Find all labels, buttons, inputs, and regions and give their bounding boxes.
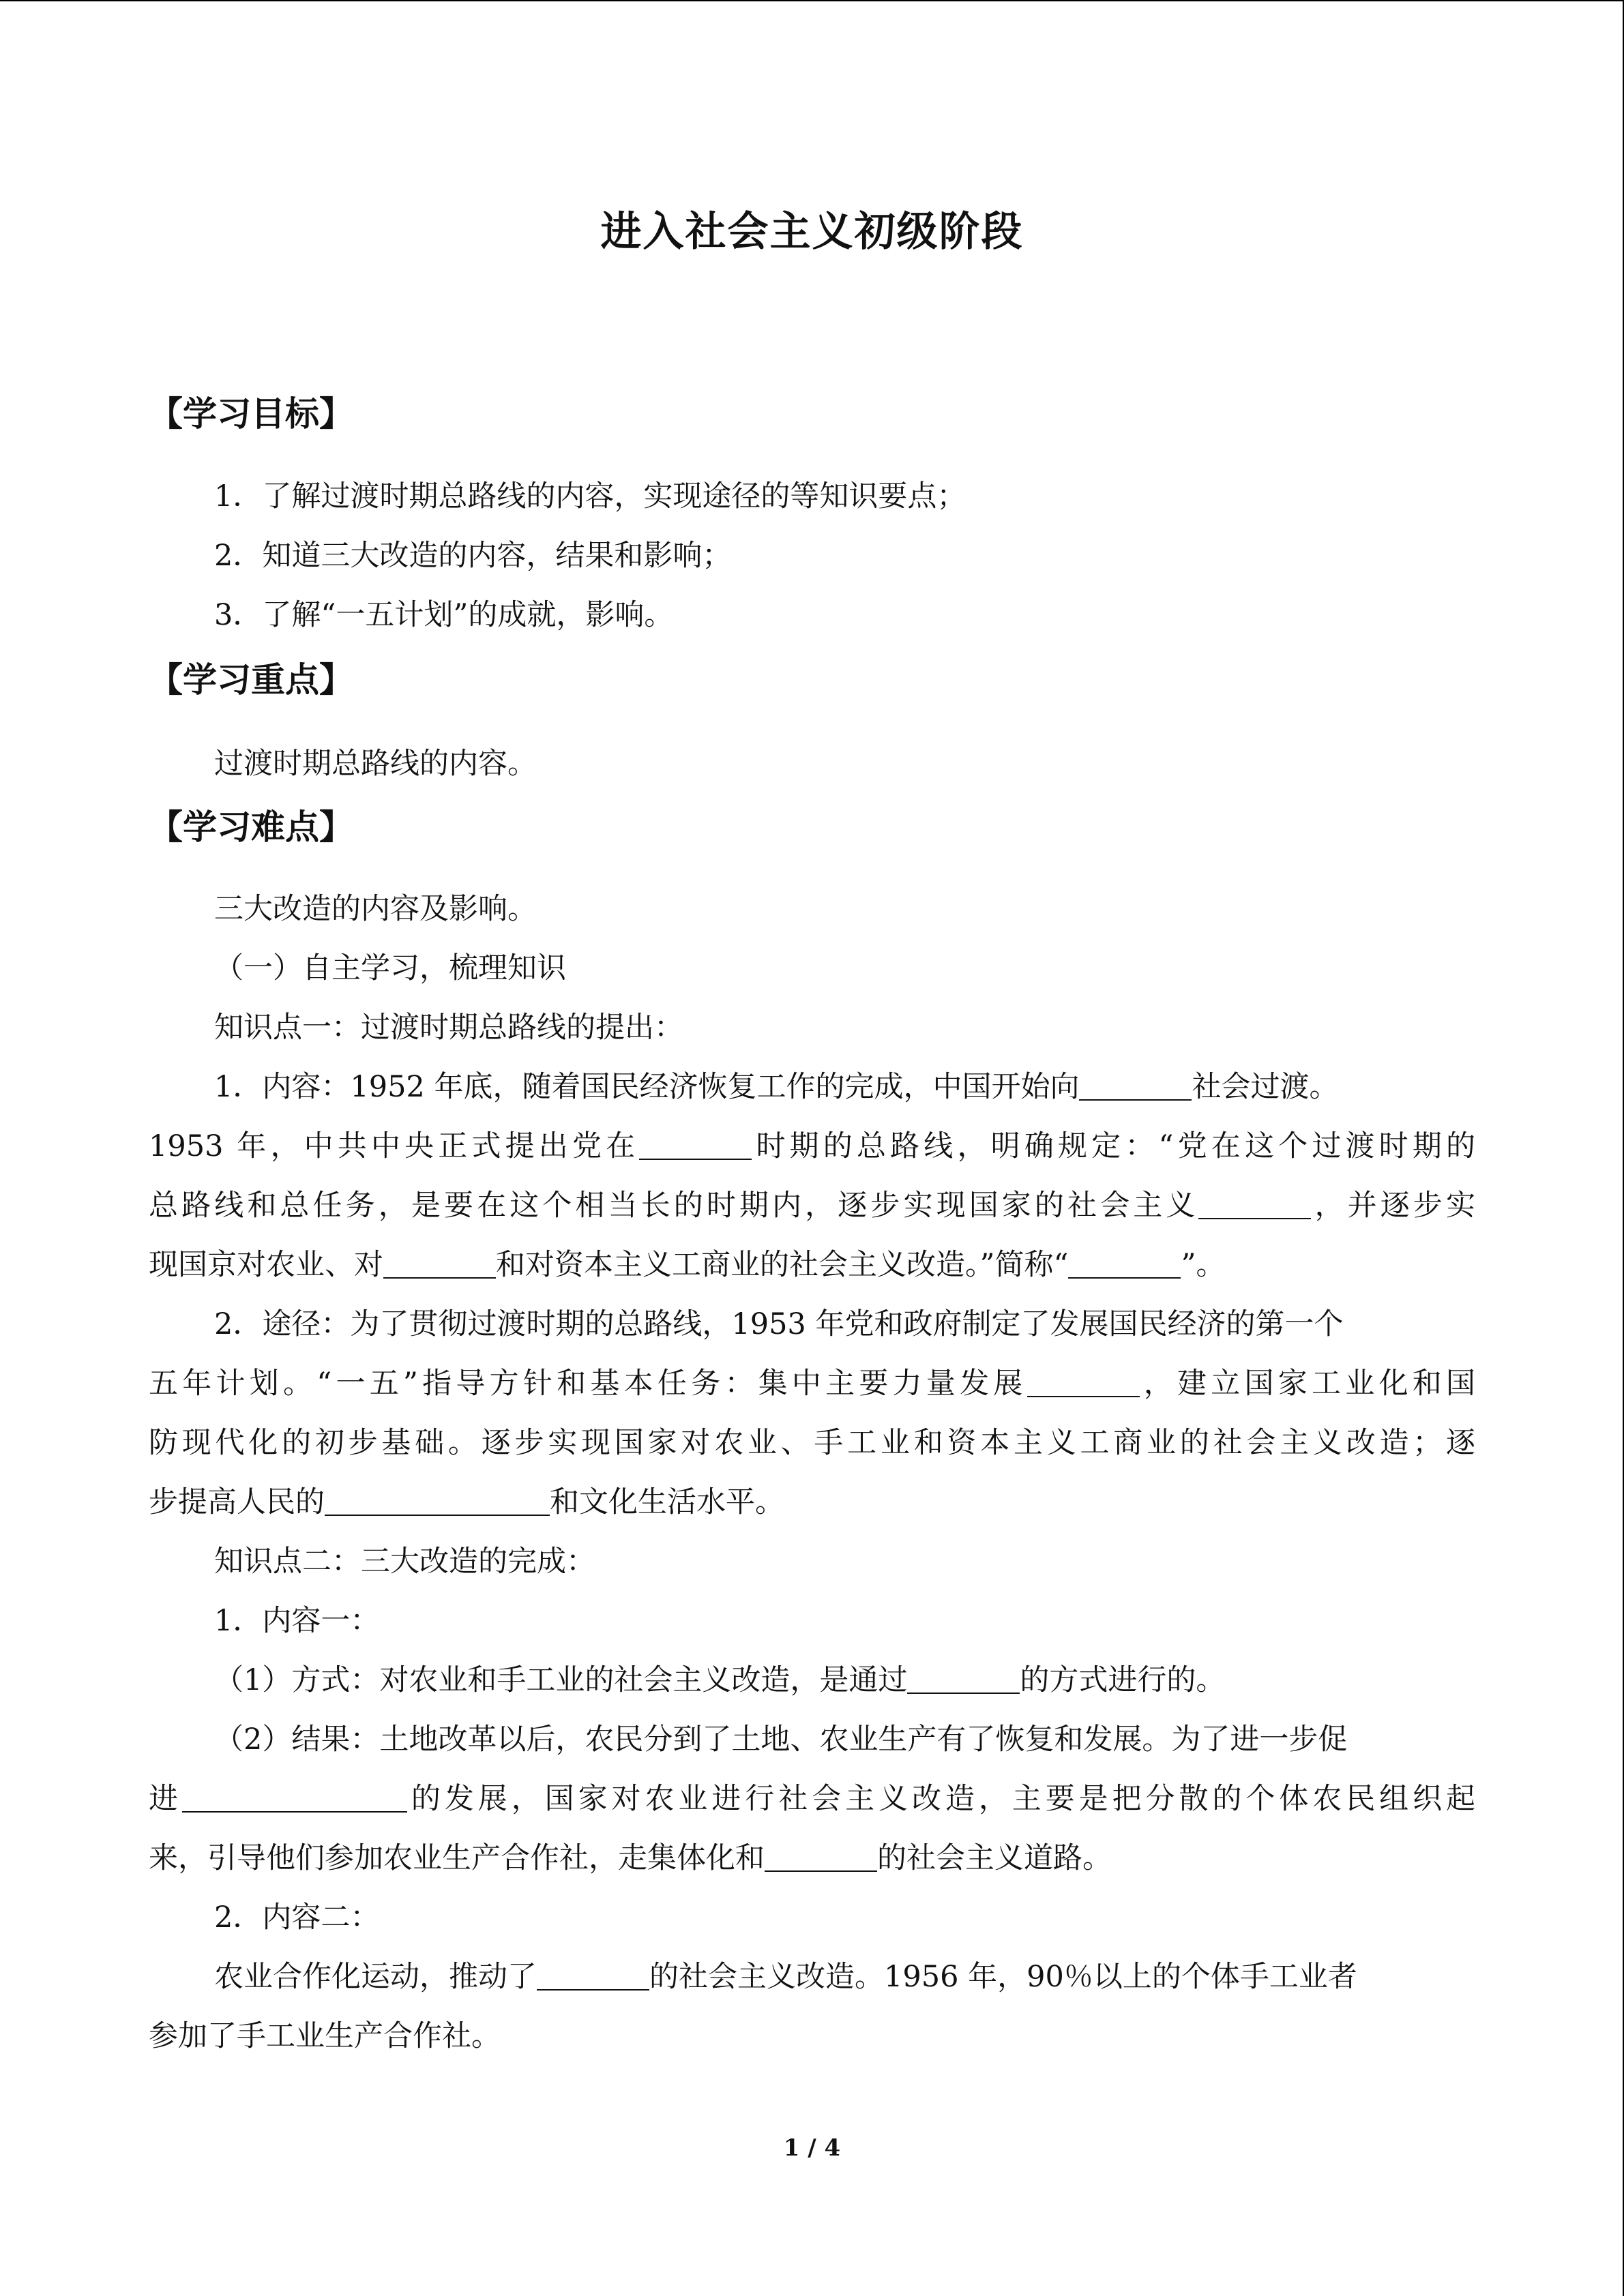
paragraph-line: 参加了手工业生产合作社。 xyxy=(149,2019,501,2053)
text-segment: 1．内容：1952 年底，随着国民经济恢复工作的完成，中国开始向 xyxy=(214,1070,1080,1104)
goal-item-2: 2．知道三大改造的内容，结果和影响； xyxy=(214,539,732,573)
fill-blank xyxy=(537,1959,649,1991)
fill-blank xyxy=(1027,1366,1140,1397)
text-segment: 进 xyxy=(149,1782,182,1816)
fill-blank xyxy=(383,1247,496,1279)
self-study-heading: （一）自主学习，梳理知识 xyxy=(214,951,566,985)
fill-blank xyxy=(1079,1069,1192,1101)
paragraph-line xyxy=(149,1126,1475,1167)
text-segment: 来，引导他们参加农业生产合作社，走集体化和 xyxy=(149,1841,765,1875)
paragraph-line xyxy=(214,1956,1475,1997)
page-number: 1 / 4 xyxy=(783,2134,841,2162)
text-segment: 的发展，国家对农业进行社会主义改造，主要是把分散的个体农民组织起 xyxy=(407,1782,1476,1816)
paragraph-line: （2）结果：土地改革以后，农民分到了土地、农业生产有了恢复和发展。为了进一步促 xyxy=(214,1723,1348,1757)
text-segment: 现国京对农业、对 xyxy=(149,1248,383,1282)
paragraph-line xyxy=(214,1067,1475,1107)
text-segment: （1）方式：对农业和手工业的社会主义改造，是通过 xyxy=(214,1663,908,1697)
learning-focus-heading: 【学习重点】 xyxy=(149,660,353,700)
text-segment: 农业合作化运动，推动了 xyxy=(214,1960,537,1994)
learning-goals-heading: 【学习目标】 xyxy=(149,394,353,434)
paragraph-line xyxy=(149,1244,1475,1285)
text-segment: ，建立国家工业化和国 xyxy=(1139,1367,1476,1401)
knowledge-point-1-heading: 知识点一：过渡时期总路线的提出： xyxy=(214,1011,683,1045)
learning-difficulty-text: 三大改造的内容及影响。 xyxy=(214,892,537,926)
text-segment: 的社会主义改造。1956 年，90％以上的个体手工业者 xyxy=(649,1960,1357,1994)
text-segment: 时期的总路线，明确规定：“党在这个过渡时期的 xyxy=(752,1129,1475,1163)
paragraph-line: 2．途径：为了贯彻过渡时期的总路线，1953 年党和政府制定了发展国民经济的第一个 xyxy=(214,1307,1344,1341)
goal-item-3: 3．了解“一五计划”的成就，影响。 xyxy=(214,598,674,632)
knowledge-point-2-heading: 知识点二：三大改造的完成： xyxy=(214,1545,595,1579)
text-segment: ”。 xyxy=(1181,1248,1226,1282)
paragraph-line xyxy=(214,1660,1475,1701)
fill-blank xyxy=(907,1663,1020,1694)
paragraph-line xyxy=(149,1363,1475,1404)
paragraph-line xyxy=(149,1482,1475,1523)
text-segment: 和对资本主义工商业的社会主义改造。”简称“ xyxy=(496,1248,1069,1282)
paragraph-line xyxy=(149,1838,1475,1879)
fill-blank xyxy=(639,1129,752,1160)
paragraph-line: 防现代化的初步基础。逐步实现国家对农业、手工业和资本主义工商业的社会主义改造；逐 xyxy=(149,1426,1475,1460)
fill-blank xyxy=(765,1840,877,1872)
text-segment: 的方式进行的。 xyxy=(1020,1663,1226,1697)
content-two-heading: 2．内容二： xyxy=(214,1900,380,1935)
fill-blank xyxy=(182,1781,407,1813)
learning-focus-text: 过渡时期总路线的内容。 xyxy=(214,747,537,781)
paragraph-line xyxy=(149,1778,1475,1819)
content-one-heading: 1．内容一： xyxy=(214,1604,380,1638)
fill-blank xyxy=(1068,1247,1181,1279)
text-segment: 的社会主义道路。 xyxy=(877,1841,1112,1875)
text-segment: 步提高人民的 xyxy=(149,1485,325,1519)
learning-difficulty-heading: 【学习难点】 xyxy=(149,807,353,847)
text-segment: 总路线和总任务，是要在这个相当长的时期内，逐步实现国家的社会主义 xyxy=(149,1189,1199,1223)
text-segment: ，并逐步实 xyxy=(1311,1189,1476,1223)
goal-item-1: 1．了解过渡时期总路线的内容，实现途径的等知识要点； xyxy=(214,479,966,513)
fill-blank xyxy=(325,1485,550,1516)
text-segment: 和文化生活水平。 xyxy=(550,1485,784,1519)
fill-blank xyxy=(1198,1188,1311,1219)
text-segment: 社会过渡。 xyxy=(1192,1070,1339,1104)
page-title: 进入社会主义初级阶段 xyxy=(600,208,1024,256)
paragraph-line xyxy=(149,1185,1475,1226)
text-segment: 五年计划。“一五”指导方针和基本任务：集中主要力量发展 xyxy=(149,1367,1027,1401)
text-segment: 1953 年，中共中央正式提出党在 xyxy=(149,1129,640,1163)
